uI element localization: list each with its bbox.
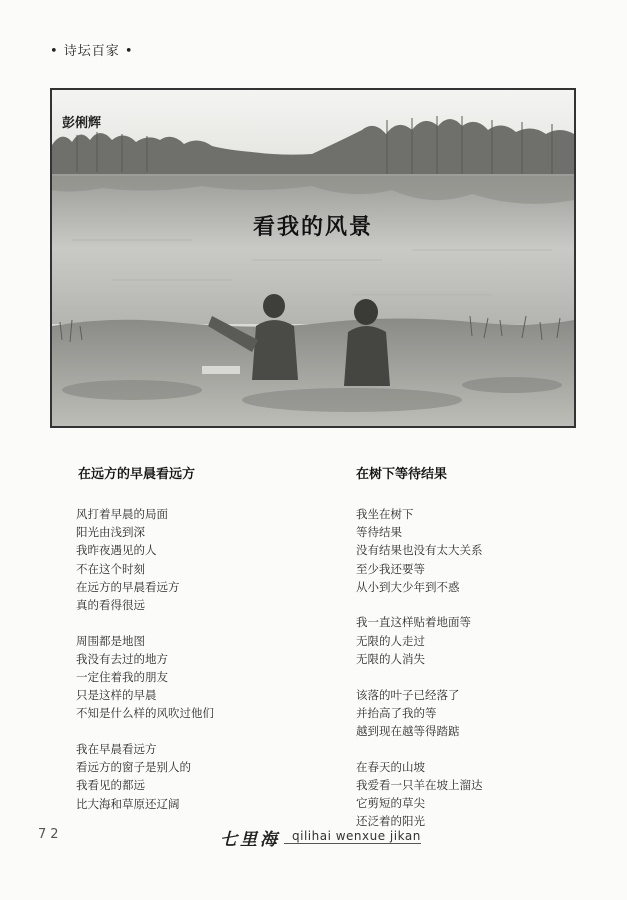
stanza [76,632,306,723]
poem-line: 我没有去过的地方 [76,651,168,666]
poem-line: 越到现在越等得踏踮 [356,723,460,738]
poem-line: 它剪短的草尖 [356,795,425,810]
lakeside-photo-illustration [52,90,574,426]
poem-line: 该落的叶子已经落了 [356,687,460,702]
poem-line: 不知是什么样的风吹过他们 [76,706,214,721]
poem-line: 不在这个时刻 [76,561,145,576]
poem-line: 我在早晨看远方 [76,742,157,757]
author-name: 彭俐辉 [62,116,102,131]
poem-line: 等待结果 [356,525,402,540]
magazine-pinyin: qilihai wenxue jikan [292,829,421,843]
poem-line: 一定住着我的朋友 [76,670,168,684]
poem-line: 在春天的山坡 [356,759,425,774]
poem-line: 无限的人走过 [356,633,425,648]
poem-line: 从小到大少年到不惑 [356,579,460,594]
page-footer [0,825,627,849]
logo-divider [284,843,292,844]
poem-title: 在树下等待结果 [356,467,448,482]
poem-line: 比大海和草原还辽阔 [76,796,180,811]
poem-title: 在远方的早晨看远方 [78,467,196,482]
poem-line: 风打着早晨的局面 [76,507,168,521]
poem-line: 真的看得很远 [76,597,145,612]
poem-line: 我一直这样贴着地面等 [356,615,471,630]
poem-line: 阳光由浅到深 [76,525,145,540]
poem-line: 我昨夜遇见的人 [76,543,157,558]
poem-line: 在远方的早晨看远方 [76,579,180,594]
poem-line: 还泛着的阳光 [356,814,425,829]
stanza [356,613,596,668]
feature-photo [50,88,576,428]
poem-line: 无限的人消失 [356,651,425,666]
stanza [356,505,596,596]
poem-line: 我坐在树下 [356,507,414,521]
section-tag: • 诗坛百家 • [50,44,134,59]
stanza [356,758,596,831]
poem-line: 周围都是地图 [76,633,145,648]
poem-line: 我爱看一只羊在坡上溜达 [356,777,483,792]
poem-line: 看远方的窗子是别人的 [76,760,191,775]
poem-line: 没有结果也没有太大关系 [356,543,483,558]
feature-title: 看我的风景 [252,215,373,240]
page-number: 72 [38,827,63,842]
stanza [356,686,596,741]
poem-column-left [76,463,306,830]
stanza [76,740,306,813]
poem-column-right [356,463,596,848]
stanza [76,505,306,614]
poem-line: 并抬高了我的等 [356,705,437,720]
poem-line: 我看见的都远 [76,778,145,793]
poem-line: 只是这样的早晨 [76,688,157,703]
magazine-logo: 七里海 [220,830,280,850]
poem-line: 至少我还要等 [356,561,425,576]
